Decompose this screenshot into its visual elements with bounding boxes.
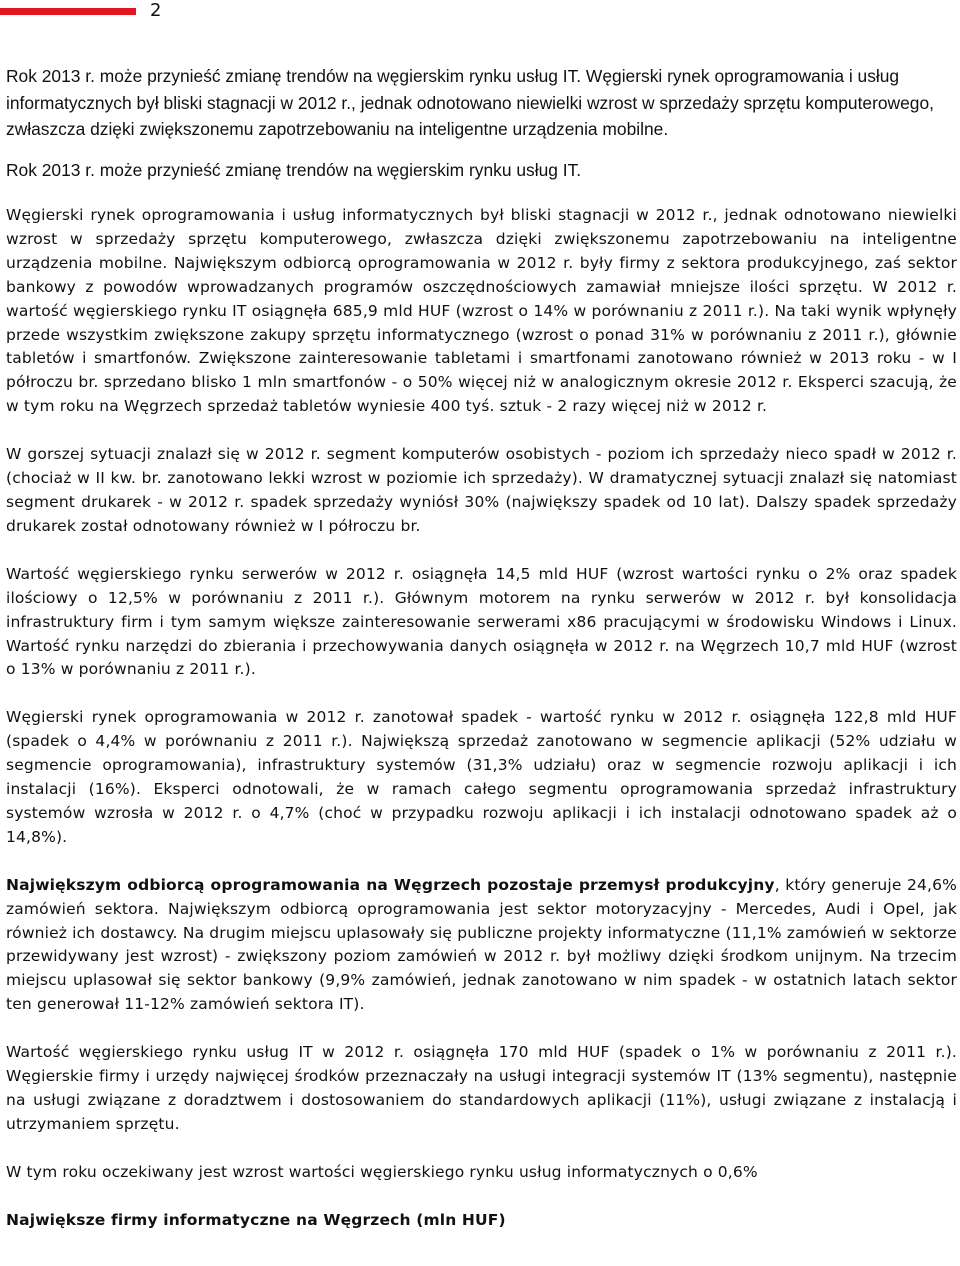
body-paragraph: Węgierski rynek oprogramowania i usług informatycznych był bliski stagnacji w 2012 r., jednak odnotowano niewielki wzrost w sprzedaży sprzętu komputerowego, zwłaszcza dzięki zwiększonemu zapotrzebowaniu na inteligentne urządzenia mobilne. Największym odbiorcą oprogramowania w 2012 r. były firmy z sektora produkcyjnego, zaś sektor bankowy z powodów wprowadzanych programów oszczędnościowych zamawiał mniejsze ilości sprzętu. W 2012 r. wartość węgierskiego rynku IT osiągnęła 685,9 mld HUF (wzrost o 14% w porównaniu z 2011 r.). Na taki wynik wpłynęły przede wszystkim zwiększone zakupy sprzętu informatycznego (wzrost o ponad 31% w porównaniu z 2011 r.), głównie tabletów i smartfonów. Zwiększone zainteresowanie tabletami i smartfonami zanotowano również w 2013 roku - w I półroczu br. sprzedano blisko 1 mln smartfonów - o 50% więcej niż w analogicznym okresie 2012 r. Eksperci szacują, że w tym roku na Węgrzech sprzedaż tabletów wyniesie 400 tyś. sztuk - 2 razy więcej niż w 2012 r. bbox=[6, 206, 957, 416]
section-heading: Największe firmy informatyczne na Węgrzech (mln HUF) bbox=[6, 1210, 506, 1229]
body-paragraph: Wartość węgierskiego rynku serwerów w 2012 r. osiągnęła 14,5 mld HUF (wzrost wartości rynku o 2% oraz spadek ilościowy o 12,5% w porównaniu z 2011 r.). Głównym motorem na rynku serwerów w 2012 r. był konsolidacja infrastruktury firm i tym samym większe zainteresowanie serwerami x86 pracującymi w środowisku Windows i Linux. Wartość rynku narzędzi do zbierania i przechowywania danych osiągnęła w 2012 r. na Węgrzech 10,7 mld HUF (wzrost o 13% w porównaniu z 2011 r.). bbox=[6, 564, 957, 679]
body-paragraph: W gorszej sytuacji znalazł się w 2012 r. segment komputerów osobistych - poziom ich sprzedaży nieco spadł w 2012 r. (chociaż w II kw. br. zanotowano lekki wzrost w poziomie ich sprzedaży). W dramatycznej sytuacji znalazł się natomiast segment drukarek - w 2012 r. spadek sprzedaży wyniósł 30% (największy spadek od 10 lat). Dalszy spadek sprzedaży drukarek został odnotowany również w I półroczu br. bbox=[6, 445, 957, 535]
body-paragraph: Wartość węgierskiego rynku usług IT w 2012 r. osiągnęła 170 mld HUF (spadek o 1% w porównaniu z 2011 r.). Węgierskie firmy i urzędy najwięcej środków przeznaczały na usługi integracji systemów IT (13% segmentu), następnie na usługi związane z doradztwem i dostosowaniem do standardowych aplikacji (11%), usługi związane z instalacją i utrzymaniem sprzętu. bbox=[6, 1043, 957, 1133]
article-body bbox=[6, 204, 957, 1257]
header-accent-bar bbox=[0, 8, 136, 15]
bold-lead-phrase: Największym odbiorcą oprogramowania na Węgrzech pozostaje przemysł produkcyjny bbox=[6, 875, 775, 894]
paragraph-text: , który generuje 24,6% zamówień sektora. Największym odbiorcą oprogramowania jest sektor motoryzacyjny - Mercedes, Audi i Opel, jak również ich dostawcy. Na drugim miejscu uplasowały się publiczne projekty informatyczne (11,1% zamówień w sektorze przewidywany jest wzrost) - zwiększony poziom zamówień w 2012 r. był możliwy dzięki środkom unijnym. Na trzecim miejscu uplasował się sektor bankowy (9,9% zamówień, jednak zanotowano w nim spadek - w ostatnich latach sektor ten generował 11-12% zamówień sektora IT). bbox=[6, 875, 957, 1014]
lead-section bbox=[6, 63, 954, 197]
lead-paragraph: Rok 2013 r. może przynieść zmianę trendów na węgierskim rynku usług IT. bbox=[6, 159, 582, 180]
body-paragraph bbox=[6, 874, 957, 1017]
page-number: 2 bbox=[150, 0, 162, 21]
lead-paragraph: Rok 2013 r. może przynieść zmianę trendów na węgierskim rynku usług IT. Węgierski rynek oprogramowania i usług informatycznych był bliski stagnacji w 2012 r., jednak odnotowano niewielki wzrost w sprzedaży sprzętu komputerowego, zwłaszcza dzięki zwiększonemu zapotrzebowaniu na inteligentne urządzenia mobilne. bbox=[6, 66, 934, 139]
body-paragraph: W tym roku oczekiwany jest wzrost wartości węgierskiego rynku usług informatycznych o 0,6% bbox=[6, 1162, 758, 1181]
body-paragraph: Węgierski rynek oprogramowania w 2012 r. zanotował spadek - wartość rynku w 2012 r. osiągnęła 122,8 mld HUF (spadek o 4,4% w porównaniu z 2011 r.). Największą sprzedaż zanotowano w segmencie aplikacji (52% udziału w segmencie oprogramowania), infrastruktury systemów (31,3% udziału) oraz w segmencie rozwoju aplikacji i ich instalacji (16%). Eksperci odnotowali, że w ramach całego segmentu oprogramowania sprzedaż infrastruktury systemów wzrosła w 2012 r. o 4,7% (choć w przypadku rozwoju aplikacji i ich instalacji odnotowano spadek aż o 14,8%). bbox=[6, 708, 957, 846]
